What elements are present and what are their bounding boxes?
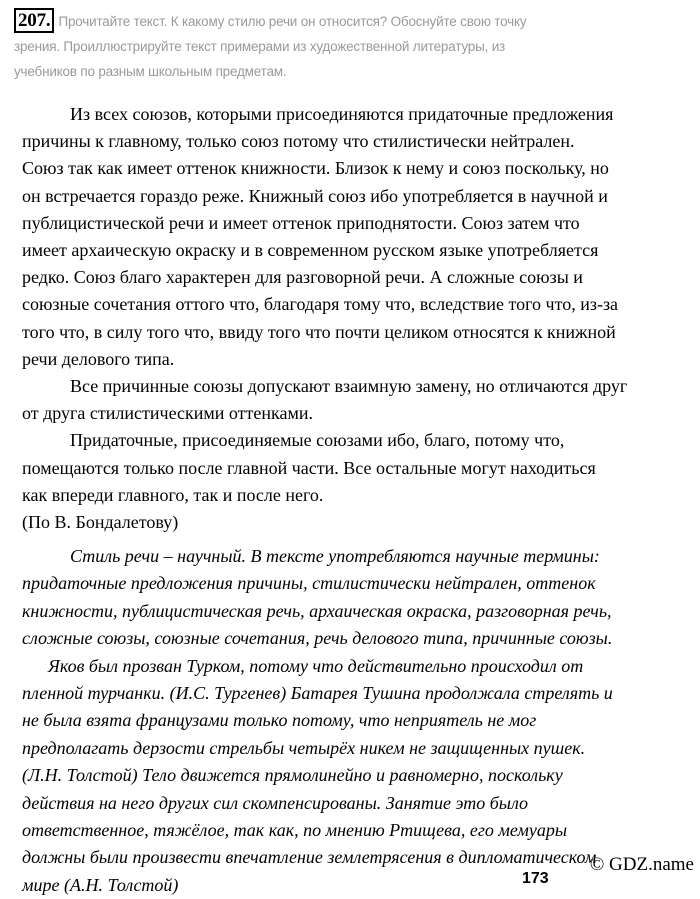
watermark: © GDZ.name: [589, 854, 694, 875]
source-attribution: (По В. Бондалетову): [22, 512, 179, 533]
text-line: Из всех союзов, которыми присоединяются придаточные предложения: [70, 104, 614, 124]
answer-line: должны были произвести впечатление землетрясения в дипломатическом: [22, 847, 597, 868]
source-text: [22, 101, 627, 536]
task-statement: [14, 8, 694, 84]
task-text-line: учебников по разным школьным предметам.: [14, 64, 287, 79]
text-line: помещаются только после главной части. Все остальные могут находиться: [22, 457, 596, 478]
text-line: причины к главному, только союз потому что стилистически нейтрален.: [22, 131, 575, 152]
answer-line: действия на него других сил скомпенсированы. Занятие это было: [22, 792, 529, 813]
text-line: союзные сочетания оттого что, благодаря тому что, вследствие того что, из-за: [22, 294, 619, 315]
text-line: как впереди главного, так и после него.: [22, 484, 324, 505]
answer-line: книжности, публицистическая речь, архаическая окраска, разговорная речь,: [22, 600, 612, 621]
text-line: публицистической речи и имеет оттенок приподнятости. Союз затем что: [22, 212, 580, 233]
text-line: того что, в силу того что, ввиду того что почти целиком относятся к книжной: [22, 321, 616, 342]
text-line: Все причинные союзы допускают взаимную замену, но отличаются друг: [70, 376, 628, 397]
answer-text: [22, 543, 613, 899]
answer-line: мире (А.Н. Толстой): [22, 874, 179, 895]
answer-line: (Л.Н. Толстой) Тело движется прямолинейно и равномерно, поскольку: [22, 765, 563, 786]
text-line: редко. Союз благо характерен для разговорной речи. А сложные союзы и: [22, 267, 583, 288]
text-line: он встречается гораздо реже. Книжный союз ибо употребляется в научной и: [22, 185, 608, 206]
text-line: речи делового типа.: [22, 348, 175, 369]
answer-line: пленной турчанки. (И.С. Тургенев) Батарея Тушина продолжала стрелять и: [22, 683, 613, 704]
task-text-line: Прочитайте текст. К какому стилю речи он относится? Обоснуйте свою точку: [58, 14, 527, 29]
answer-line: не была взята французами только потому, что неприятель не мог: [22, 710, 537, 731]
answer-line: ответственное, тяжёлое, так как, по мнению Ртищева, его мемуары: [22, 820, 568, 841]
answer-line: Яков был прозван Турком, потому что действительно происходил от: [48, 655, 584, 676]
text-line: от друга стилистическими оттенками.: [22, 403, 313, 424]
text-line: Союз так как имеет оттенок книжности. Близок к нему и союз поскольку, но: [22, 158, 609, 179]
answer-line: Стиль речи – научный. В тексте употребляются научные термины:: [70, 546, 600, 566]
task-number: 207.: [14, 8, 54, 33]
page-number: 173: [522, 870, 549, 887]
text-line: Придаточные, присоединяемые союзами ибо, благо, потому что,: [70, 430, 565, 451]
answer-line: придаточные предложения причины, стилистически нейтрален, оттенок: [22, 573, 596, 594]
task-text-line: зрения. Проиллюстрируйте текст примерами из художественной литературы, из: [14, 39, 506, 54]
answer-line: сложные союзы, союзные сочетания, речь делового типа, причинные союзы.: [22, 628, 613, 649]
text-line: имеет архаическую окраску и в современном русском языке употребляется: [22, 240, 599, 261]
answer-line: предполагать дерзости стрельбы четырёх никем не защищенных пушек.: [22, 737, 586, 758]
